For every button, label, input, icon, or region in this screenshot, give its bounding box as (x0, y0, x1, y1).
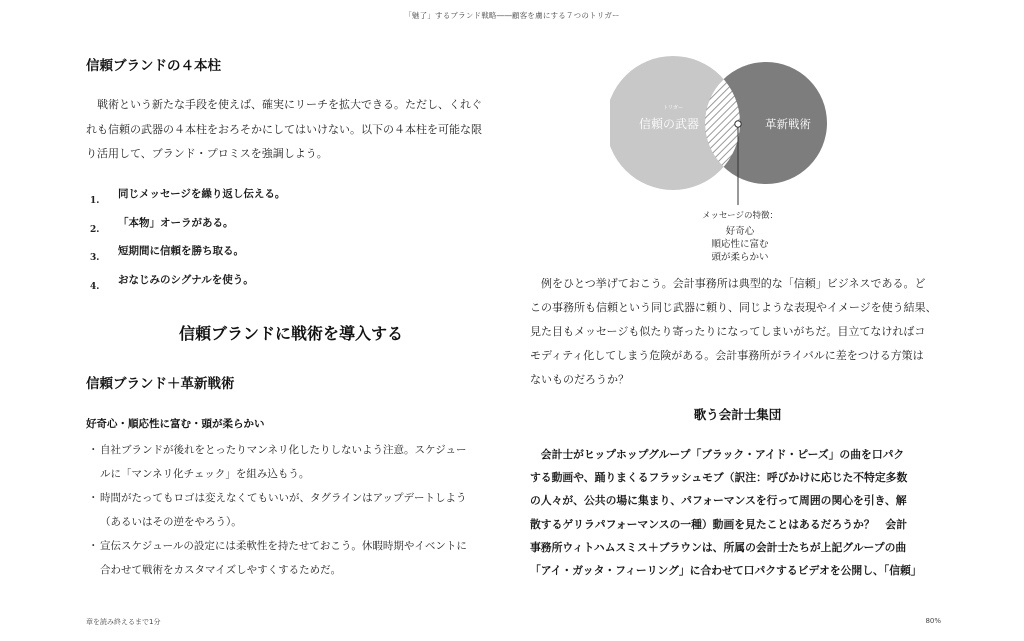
caption-line: 頭が柔らかい (711, 252, 769, 263)
bullet-dot: ・ (88, 444, 99, 456)
bullet-item (86, 438, 501, 486)
list-text: おなじみのシグナルを使う。 (118, 273, 254, 286)
paragraph-line: 散するゲリラパフォーマンスの一種）動画を見たことはあるだろうか？ 会計 (530, 517, 908, 531)
bullet-list (86, 438, 501, 582)
bullet-line: 宣伝スケジュールの設定には柔軟性を持たせておこう。休暇時期やイベントに (100, 540, 467, 552)
reading-time-remaining: 章を読み終えるまで1分 (86, 618, 161, 626)
intro-line: り活用して、ブランド・プロミスを強調しよう。 (86, 147, 328, 160)
paragraph-line: の人々が、公共の場に集まり、パフォーマンスを行って周囲の関心を引き、解 (530, 494, 907, 508)
intro-line: れも信頼の武器の４本柱をおろそかにしてはいけない。以下の４本柱を可能な限 (86, 122, 482, 136)
paragraph-line: 「アイ・ガッタ・フィーリング」に合わせて口パクするビデオを公開し、「信頼」 (530, 564, 922, 578)
paragraph-line: この事務所も信頼という同じ武器に頼り、同じような表現やイメージを使う結果、 (530, 301, 937, 314)
bullet-line: 時間がたってもロゴは変えなくてもいいが、タグラインはアップデートしよう (100, 492, 467, 504)
bullet-line: ルに「マンネリ化チェック」を組み込もう。 (100, 468, 310, 480)
list-number: 3. (90, 253, 100, 263)
venn-label-innovation: 革新戦術 (765, 117, 811, 131)
reading-progress-percent: 80% (925, 617, 941, 625)
caption-line: 順応性に富む (711, 239, 769, 250)
heading-singing-accountants: 歌う会計士集団 (693, 407, 782, 422)
heading-center: 信頼ブランドに戦術を導入する (178, 324, 403, 343)
venn-label-trust: 信頼の武器 (638, 117, 700, 131)
right-paragraph-2 (530, 443, 945, 582)
list-number: 1. (90, 196, 100, 206)
bullet-dot: ・ (88, 540, 99, 552)
intersection-dot (735, 121, 741, 127)
intro-paragraph (86, 93, 501, 167)
list-number: 2. (90, 224, 100, 235)
list-text: 「本物」オーラがある。 (118, 216, 234, 229)
sub-heading: 好奇心・順応性に富む・頭が柔らかい (86, 418, 265, 430)
bullet-line: （あるいはその逆をやろう）。 (100, 516, 242, 528)
caption-lines (650, 225, 830, 264)
bullet-item (86, 534, 501, 582)
list-text: 同じメッセージを繰り返し伝える。 (118, 188, 286, 200)
paragraph-line: 会計士がヒップホップグループ「ブラック・アイド・ピーズ」の曲を口パク (530, 448, 905, 461)
list-item (86, 212, 486, 241)
intro-line: 戦術という新たな手段を使えば、確実にリーチを拡大できる。ただし、くれぐ (86, 98, 482, 111)
heading-tactics: 信頼ブランド＋革新戦術 (86, 376, 235, 392)
pillar-list (86, 183, 486, 297)
list-item (86, 240, 486, 269)
list-item (86, 269, 486, 298)
header-title: 「魅了」するブランド戦略――顧客を虜にする７つのトリガー (404, 11, 620, 20)
caption-title: メッセージの特徴： (702, 211, 778, 221)
paragraph-line: する動画や、踊りまくるフラッシュモブ（訳注：呼びかけに応じた不特定多数 (530, 471, 908, 485)
bullet-line: 合わせて戦術をカスタマイズしやすくするためだ。 (100, 564, 342, 576)
right-paragraph-1 (530, 272, 945, 392)
venn-ruby: トリガー (663, 105, 683, 111)
paragraph-line: モディティ化してしまう危険がある。会計事務所がライバルに差をつける方策は (530, 349, 924, 362)
paragraph-line: 事務所ウィトハムスミス＋ブラウンは、所属の会計士たちが上記グループの曲 (530, 540, 907, 554)
list-number: 4. (90, 281, 100, 292)
paragraph-line: 例をひとつ挙げておこう。会計事務所は典型的な「信頼」ビジネスである。ど (530, 277, 926, 290)
caption-line: 好奇心 (725, 226, 755, 237)
bullet-item (86, 486, 501, 534)
heading-pillars: 信頼ブランドの４本柱 (86, 58, 221, 74)
paragraph-line: 見た目もメッセージも似たり寄ったりになってしまいがちだ。目立てなければコ (530, 325, 926, 338)
list-item (86, 183, 486, 212)
bullet-line: 自社ブランドが後れをとったりマンネリ化したりしないよう注意。スケジュー (100, 444, 467, 456)
bullet-dot: ・ (88, 492, 99, 504)
paragraph-line: ないものだろうか？ (530, 373, 629, 386)
list-text: 短期間に信頼を勝ち取る。 (118, 245, 244, 257)
